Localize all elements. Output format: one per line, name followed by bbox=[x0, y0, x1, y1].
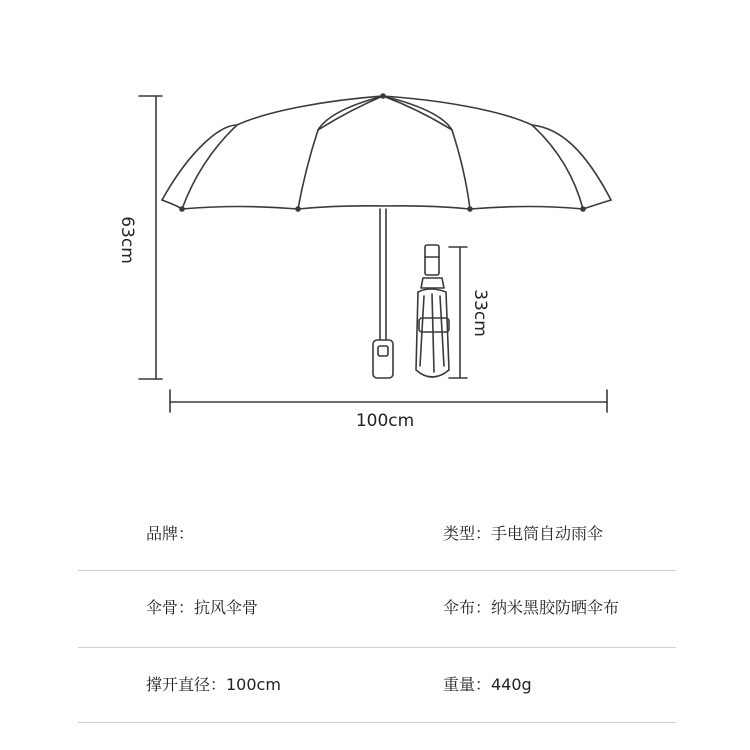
height-dimension-line bbox=[139, 96, 162, 379]
type-spec: 类型：手电筒自动雨伞 bbox=[443, 524, 604, 543]
weight-spec: 重量：440g bbox=[443, 675, 532, 694]
spec-row-2 bbox=[78, 570, 676, 646]
folded-length-label: 33cm bbox=[470, 289, 490, 337]
open-umbrella-shaft-handle bbox=[373, 209, 393, 378]
height-label: 63cm bbox=[117, 216, 137, 264]
folded-length-dimension-line bbox=[449, 247, 467, 378]
width-dimension-line bbox=[170, 390, 607, 412]
fabric-spec: 伞布：纳米黑胶防晒伞布 bbox=[443, 598, 620, 617]
width-label: 100cm bbox=[355, 411, 415, 431]
folded-umbrella bbox=[416, 245, 449, 377]
spec-row-1 bbox=[78, 496, 676, 572]
diameter-spec: 撑开直径：100cm bbox=[146, 675, 281, 694]
brand-spec: 品牌： bbox=[146, 524, 195, 543]
canopy-rib-tips bbox=[180, 94, 585, 211]
open-umbrella-canopy bbox=[162, 96, 611, 209]
spec-row-3 bbox=[78, 647, 676, 723]
divider bbox=[78, 722, 676, 723]
frame-spec: 伞骨：抗风伞骨 bbox=[146, 598, 259, 617]
